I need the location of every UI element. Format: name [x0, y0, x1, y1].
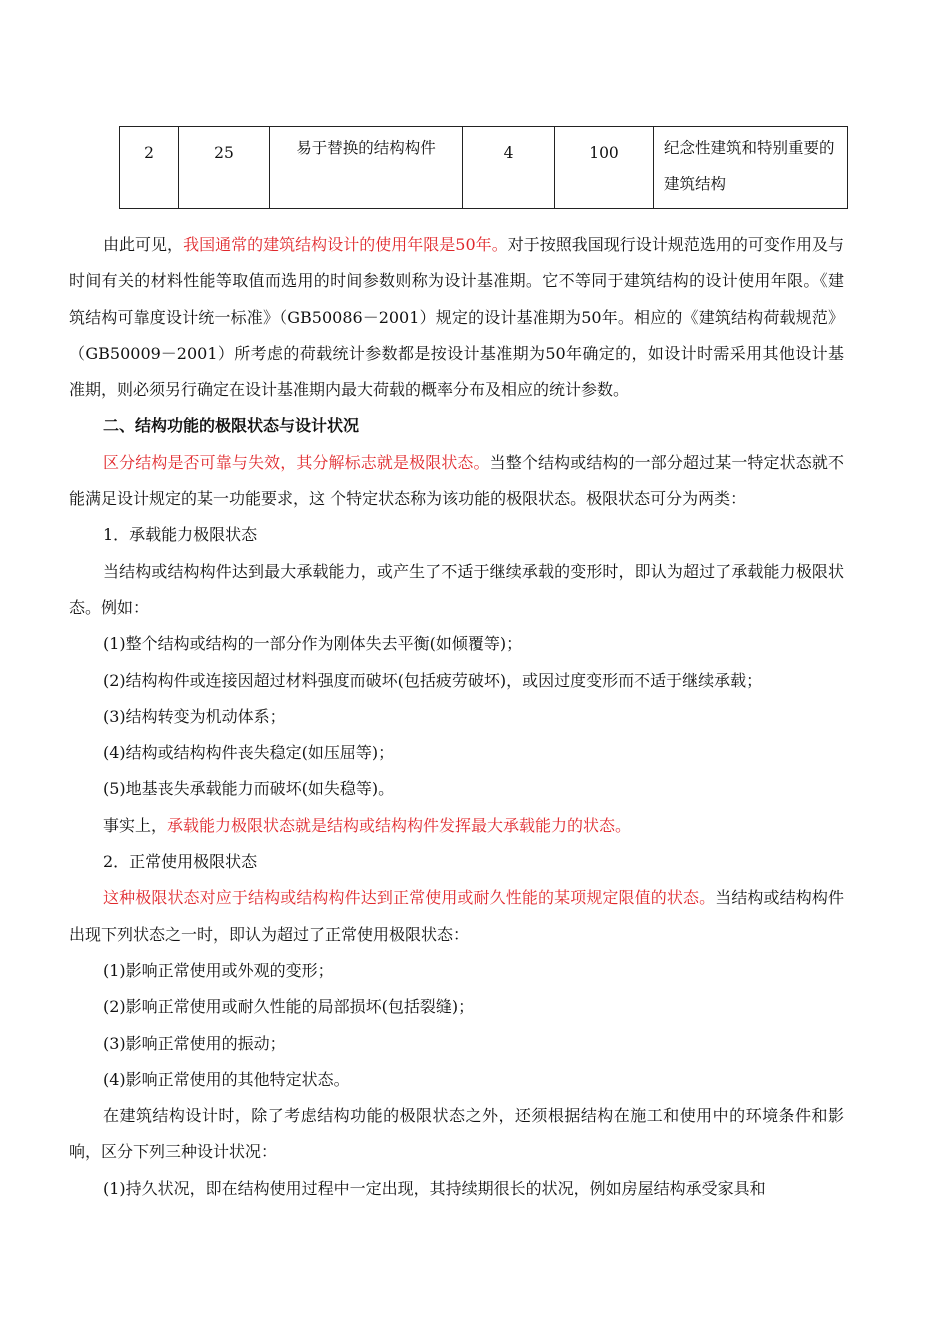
paragraph — [69, 880, 844, 953]
paragraph — [69, 808, 844, 844]
highlight-text: 这种极限状态对应于结构或结构构件达到正常使用或耐久性能的某项规定限值的状态。 — [103, 888, 716, 908]
highlight-text: 区分结构是否可靠与失效，其分解标志就是极限状态。 — [103, 452, 490, 472]
document-body — [69, 227, 844, 1207]
section-heading: 二、结构功能的极限状态与设计状况 — [103, 416, 360, 436]
text: 事实上， — [103, 815, 168, 835]
list-item: (3)结构转变为机动体系； — [103, 706, 286, 726]
list-item: (4)结构或结构构件丧失稳定(如压屈等)； — [103, 743, 395, 763]
list-item: (1)整个结构或结构的一部分作为刚体失去平衡(如倾覆等)； — [103, 634, 523, 654]
list-item: (5)地基丧失承载能力而破坏(如失稳等)。 — [103, 779, 395, 799]
paragraph: 在建筑结构设计时，除了考虑结构功能的极限状态之外，还须根据结构在施工和使用中的环境条件和影响，区分下列三种设计状况： — [69, 1106, 844, 1162]
text: 当结构或结构构件出现下列状态之一时，即认为超过了正常使用极限状态： — [69, 888, 844, 944]
table-cell: 易于替换的结构构件 — [270, 127, 463, 209]
table-cell: 纪念性建筑和特别重要的建筑结构 — [654, 127, 848, 209]
paragraph — [69, 227, 844, 408]
paragraph: (1)持久状况，即在结构使用过程中一定出现，其持续期很长的状况，例如房屋结构承受家具和 — [103, 1178, 766, 1198]
subsection-heading: 1．承载能力极限状态 — [103, 525, 258, 545]
table-cell: 2 — [120, 127, 179, 209]
highlight-text: 承载能力极限状态就是结构或结构构件发挥最大承载能力的状态。 — [167, 815, 632, 835]
paragraph — [69, 445, 844, 518]
text: 当整个结构或结构的一部分超过某一特定状态就不能满足设计规定的某一功能要求，这 个特定状态称为该功能的极限状态。极限状态可分为两类： — [69, 452, 844, 509]
list-item: (4)影响正常使用的其他特定状态。 — [103, 1069, 350, 1089]
list-item: (2)影响正常使用或耐久性能的局部损坏(包括裂缝)； — [103, 997, 475, 1017]
paragraph: 当结构或结构构件达到最大承载能力，或产生了不适于继续承载的变形时，即认为超过了承载能力极限状态。例如： — [69, 561, 844, 617]
table-cell: 100 — [555, 127, 654, 209]
table-cell: 25 — [179, 127, 270, 209]
table-row — [120, 127, 848, 209]
list-item: (2)结构构件或连接因超过材料强度而破坏(包括疲劳破坏)，或因过度变形而不适于继续承载； — [103, 670, 763, 690]
list-item: (3)影响正常使用的振动； — [103, 1033, 286, 1053]
text: 由此可见， — [103, 235, 184, 254]
table-cell: 4 — [463, 127, 555, 209]
highlight-text: 我国通常的建筑结构设计的使用年限是50年。 — [183, 235, 508, 254]
subsection-heading: 2．正常使用极限状态 — [103, 852, 258, 872]
text: 对于按照我国现行设计规范选用的可变作用及与时间有关的材料性能等取值而选用的时间参数则称为设计基准期。它不等同于建筑结构的设计使用年限。《建筑结构可靠度设计统一标准》（GB50086－2001）规定的设计基准期为50年。相应的《建筑结构荷载规范》（GB50009－2001）所考虑的荷载统计参数都是按设计基准期为50年确定的，如设计时需采用其他设计基准期，则必须另行确定在设计基准期内最大荷载的概率分布及相应的统计参数。 — [69, 235, 844, 400]
service-life-table — [119, 126, 848, 209]
list-item: (1)影响正常使用或外观的变形； — [103, 960, 334, 980]
